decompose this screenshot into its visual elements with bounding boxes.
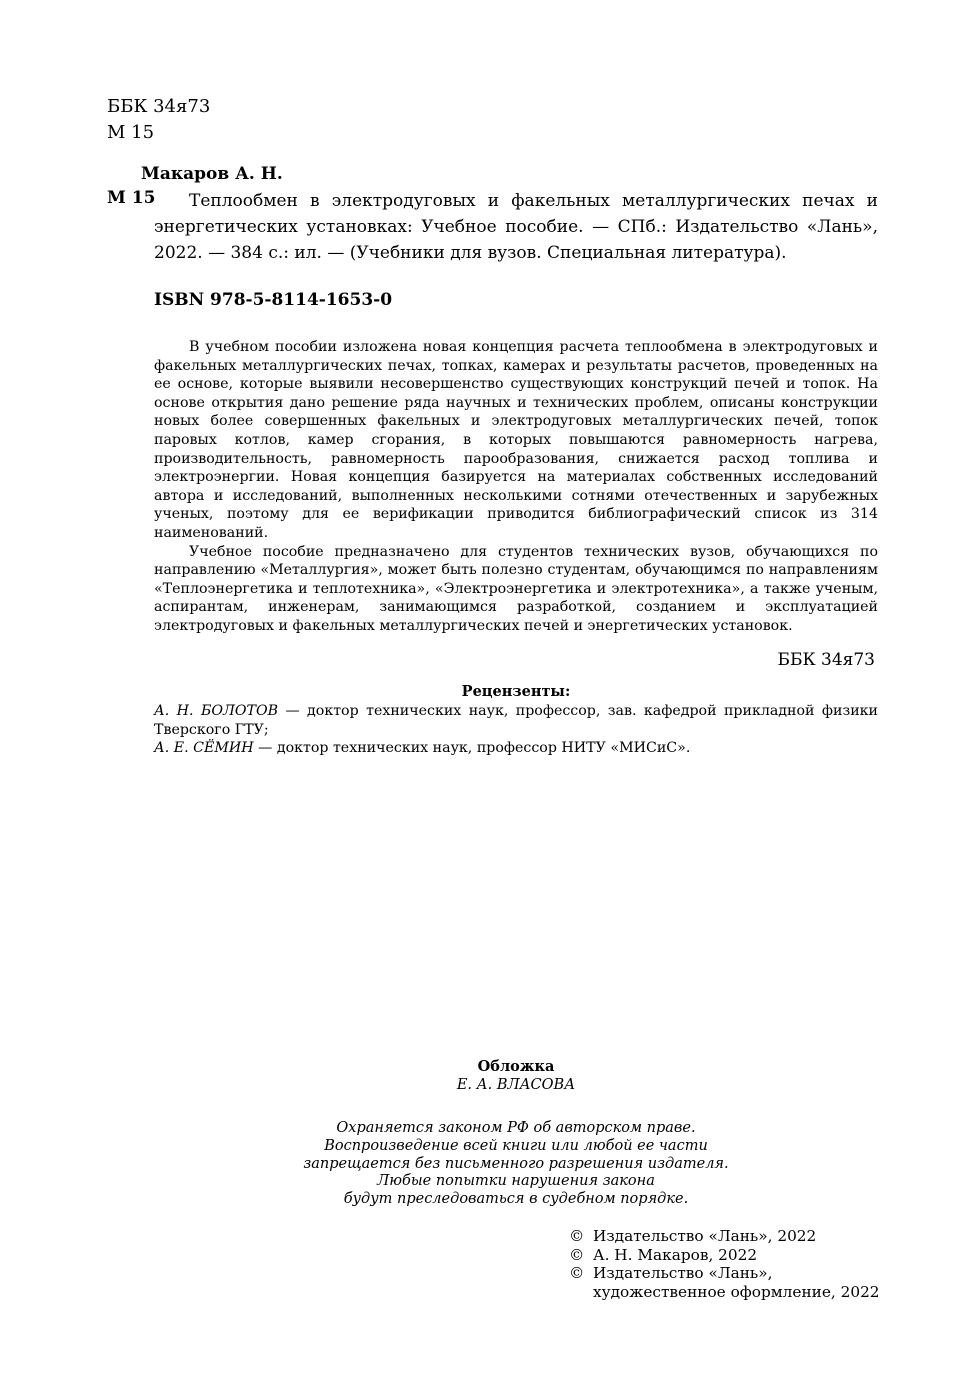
reviewer-description: — доктор технических наук, профессор, зав. кафедрой прикладной физики Тверского ГТУ;: [154, 703, 878, 738]
annotation: [154, 338, 878, 636]
author-name: Макаров А. Н.: [141, 164, 283, 184]
reviewers-title: Рецензенты:: [461, 683, 571, 700]
notice-line: запрещается без письменного разрешения издателя.: [303, 1155, 729, 1172]
reviewer-name: А. Е. СЁМИН: [154, 740, 254, 757]
isbn: ISBN 978-5-8114-1653-0: [154, 290, 393, 310]
notice-line: Любые попытки нарушения закона: [377, 1173, 655, 1190]
cover-artist: Е. А. ВЛАСОВА: [456, 1077, 576, 1093]
reviewer-item: [154, 739, 878, 758]
copyright-icon: ©: [569, 1264, 585, 1282]
reviewers-list: [154, 702, 878, 758]
copyright-item: [569, 1264, 880, 1283]
copyright-notice: [154, 1120, 878, 1209]
cover-credit: [154, 1058, 878, 1094]
title-sign: М 15: [107, 188, 156, 208]
copyright-icon: ©: [569, 1245, 585, 1264]
author-sign: М 15: [107, 122, 155, 143]
copyright-text: Издательство «Лань»,: [593, 1264, 773, 1282]
copyright-list: [569, 1227, 880, 1301]
copyright-item: [569, 1227, 880, 1246]
annotation-paragraph: В учебном пособии изложена новая концепция расчета теплообмена в электродуговых и факельных металлургических печах, топках, камерах и результаты расчетов, проведенных на ее основе, которые выявили несовершенство существующих конструкций печей и топок. На основе открытия дано решение ряда научных и технических проблем, описаны конструкции новых более совершенных факельных и электродуговых металлургических печей, топок паровых котлов, камер сгорания, в которых повышаются равномерность нагрева, производительность, равномерность парообразования, снижается расход топлива и электроэнергии. Новая концепция базируется на материалах собственных исследований автора и исследований, выполненных несколькими сотнями отечественных и зарубежных ученых, поэтому для ее верификации приводится библиографический список из 314 наименований.: [154, 339, 878, 541]
bbk-block: [107, 94, 210, 146]
reviewer-item: [154, 702, 878, 739]
title-description: Теплообмен в электродуговых и факельных металлургических печах и энергетических установках: Учебное пособие. — СПб.: Издательство «Лань», 2022. — 384 с.: ил. — (Учебники для вузов. Специальная литература).: [154, 191, 878, 263]
copyright-icon: ©: [569, 1227, 585, 1245]
annotation-paragraph: Учебное пособие предназначено для студентов технических вузов, обучающихся по направлению «Металлургия», может быть полезно студентам, обучающимся по направлениям «Теплоэнергетика и теплотехника», «Электроэнергетика и электротехника», а также ученым, аспирантам, инженерам, занимающимся разработкой, созданием и эксплуатацией электродуговых и факельных металлургических печей и энергетических установок.: [154, 543, 878, 634]
notice-line: Воспроизведение всей книги или любой ее части: [324, 1137, 708, 1154]
notice-line: Охраняется законом РФ об авторском праве.: [336, 1120, 696, 1136]
copyright-text: А. Н. Макаров, 2022: [593, 1245, 758, 1264]
copyright-text: Издательство «Лань», 2022: [593, 1227, 817, 1245]
notice-line: будут преследоваться в судебном порядке.: [343, 1191, 689, 1208]
reviewer-description: — доктор технических наук, профессор НИТУ «МИСиС».: [253, 740, 691, 757]
bbk-code: ББК 34я73: [107, 96, 211, 117]
copyright-continuation: художественное оформление, 2022: [593, 1282, 880, 1301]
cover-label: Обложка: [477, 1058, 555, 1075]
reviewer-name: А. Н. БОЛОТОВ: [154, 703, 279, 719]
bbk-code-right: ББК 34я73: [777, 650, 875, 670]
copyright-item: [569, 1246, 880, 1265]
